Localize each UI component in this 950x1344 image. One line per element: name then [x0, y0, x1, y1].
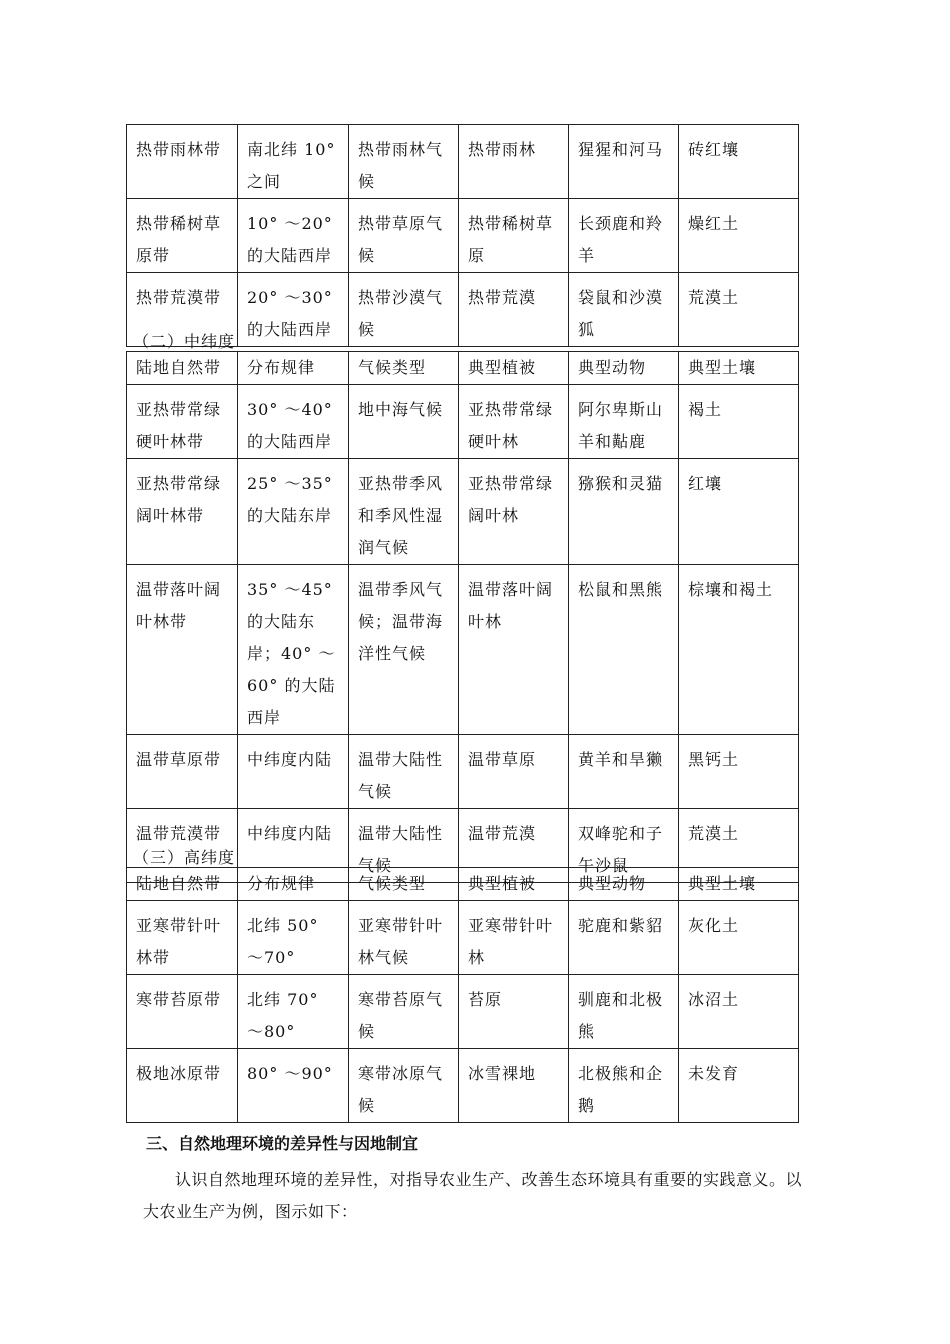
table-cell: 亚寒带针叶林气候 — [349, 901, 459, 975]
table-cell: 温带荒漠 — [459, 809, 569, 883]
section-title-high-latitude: （三）高纬度 — [133, 848, 236, 867]
table-cell: 热带稀树草原带 — [127, 199, 238, 273]
column-header: 典型植被 — [459, 868, 569, 901]
table-cell: 寒带苔原气候 — [349, 975, 459, 1049]
table-cell: 猩猩和河马 — [569, 125, 679, 199]
table-row — [127, 125, 799, 199]
table-row — [127, 459, 799, 565]
table-cell: 80° ～90° — [238, 1049, 349, 1123]
table-cell: 南北纬 10°之间 — [238, 125, 349, 199]
table-row — [127, 385, 799, 459]
table-cell: 中纬度内陆 — [238, 735, 349, 809]
table-cell: 地中海气候 — [349, 385, 459, 459]
table-cell: 亚寒带针叶林 — [459, 901, 569, 975]
table-row — [127, 1049, 799, 1123]
table-cell: 褐土 — [679, 385, 799, 459]
table-cell: 驯鹿和北极熊 — [569, 975, 679, 1049]
section-heading: 三、自然地理环境的差异性与因地制宜 — [146, 1134, 419, 1153]
table-cell: 温带落叶阔叶林 — [459, 565, 569, 735]
table-cell: 寒带苔原带 — [127, 975, 238, 1049]
table-cell: 温带草原带 — [127, 735, 238, 809]
column-header: 陆地自然带 — [127, 352, 238, 385]
column-header: 陆地自然带 — [127, 868, 238, 901]
column-header: 典型土壤 — [679, 352, 799, 385]
section-title-mid-latitude: （二）中纬度 — [133, 332, 236, 351]
table-row — [127, 199, 799, 273]
table-cell: 亚热带季风和季风性湿润气候 — [349, 459, 459, 565]
table-cell: 温带季风气候；温带海洋性气候 — [349, 565, 459, 735]
table-cell: 温带草原 — [459, 735, 569, 809]
table-cell: 亚热带常绿阔叶林带 — [127, 459, 238, 565]
column-header: 典型植被 — [459, 352, 569, 385]
table-cell: 热带雨林带 — [127, 125, 238, 199]
column-header: 分布规律 — [238, 352, 349, 385]
table-cell: 双峰驼和子午沙鼠 — [569, 809, 679, 883]
paragraph-text: 认识自然地理环境的差异性，对指导农业生产、改善生态环境具有重要的实践意义。以大农业生产为例，图示如下： — [143, 1170, 803, 1221]
low-latitude-table — [126, 124, 799, 347]
table-row — [127, 735, 799, 809]
table-header-row — [127, 352, 799, 385]
table-cell: 热带荒漠 — [459, 273, 569, 347]
table-cell: 亚寒带针叶林带 — [127, 901, 238, 975]
table-cell: 松鼠和黑熊 — [569, 565, 679, 735]
table-cell: 北极熊和企鹅 — [569, 1049, 679, 1123]
table-cell: 热带沙漠气候 — [349, 273, 459, 347]
table-cell: 热带雨林气候 — [349, 125, 459, 199]
table-cell: 燥红土 — [679, 199, 799, 273]
table-cell: 砖红壤 — [679, 125, 799, 199]
table-cell: 25° ～35°的大陆东岸 — [238, 459, 349, 565]
column-header: 典型动物 — [569, 352, 679, 385]
table-cell: 热带草原气候 — [349, 199, 459, 273]
table-cell: 热带雨林 — [459, 125, 569, 199]
table-row — [127, 975, 799, 1049]
table-cell: 热带荒漠带 — [127, 273, 238, 347]
table-cell: 35° ～45°的大陆东岸；40° ～60° 的大陆西岸 — [238, 565, 349, 735]
table-cell: 灰化土 — [679, 901, 799, 975]
table-cell: 10° ～20°的大陆西岸 — [238, 199, 349, 273]
column-header: 典型土壤 — [679, 868, 799, 901]
table-cell: 荒漠土 — [679, 809, 799, 883]
table-cell: 亚热带常绿硬叶林 — [459, 385, 569, 459]
column-header: 气候类型 — [349, 868, 459, 901]
table-cell: 北纬 70° ～80° — [238, 975, 349, 1049]
table-cell: 亚热带常绿阔叶林 — [459, 459, 569, 565]
table-cell: 寒带冰原气候 — [349, 1049, 459, 1123]
table-cell: 温带落叶阔叶林带 — [127, 565, 238, 735]
table-cell: 荒漠土 — [679, 273, 799, 347]
table-cell: 未发育 — [679, 1049, 799, 1123]
table-cell: 黑钙土 — [679, 735, 799, 809]
table-cell: 棕壤和褐土 — [679, 565, 799, 735]
table-cell: 温带大陆性气候 — [349, 735, 459, 809]
column-header: 分布规律 — [238, 868, 349, 901]
table-cell: 长颈鹿和羚羊 — [569, 199, 679, 273]
table-cell: 温带荒漠带 — [127, 809, 238, 883]
table-cell: 20° ～30°的大陆西岸 — [238, 273, 349, 347]
table-cell: 极地冰原带 — [127, 1049, 238, 1123]
table-cell: 苔原 — [459, 975, 569, 1049]
table-cell: 冰雪裸地 — [459, 1049, 569, 1123]
table-cell: 红壤 — [679, 459, 799, 565]
column-header: 典型动物 — [569, 868, 679, 901]
column-header: 气候类型 — [349, 352, 459, 385]
table-cell: 袋鼠和沙漠狐 — [569, 273, 679, 347]
table-cell: 北纬 50° ～70° — [238, 901, 349, 975]
table-header-row — [127, 868, 799, 901]
table-cell: 冰沼土 — [679, 975, 799, 1049]
high-latitude-table — [126, 867, 799, 1123]
table-cell: 驼鹿和紫貂 — [569, 901, 679, 975]
table-cell: 30° ～40°的大陆西岸 — [238, 385, 349, 459]
table-cell: 温带大陆性气候 — [349, 809, 459, 883]
table-cell: 黄羊和旱獭 — [569, 735, 679, 809]
body-paragraph — [143, 1164, 813, 1228]
table-row — [127, 565, 799, 735]
mid-latitude-table — [126, 351, 799, 883]
table-cell: 亚热带常绿硬叶林带 — [127, 385, 238, 459]
table-cell: 中纬度内陆 — [238, 809, 349, 883]
table-row — [127, 901, 799, 975]
table-cell: 热带稀树草原 — [459, 199, 569, 273]
table-cell: 阿尔卑斯山羊和黇鹿 — [569, 385, 679, 459]
table-cell: 猕猴和灵猫 — [569, 459, 679, 565]
